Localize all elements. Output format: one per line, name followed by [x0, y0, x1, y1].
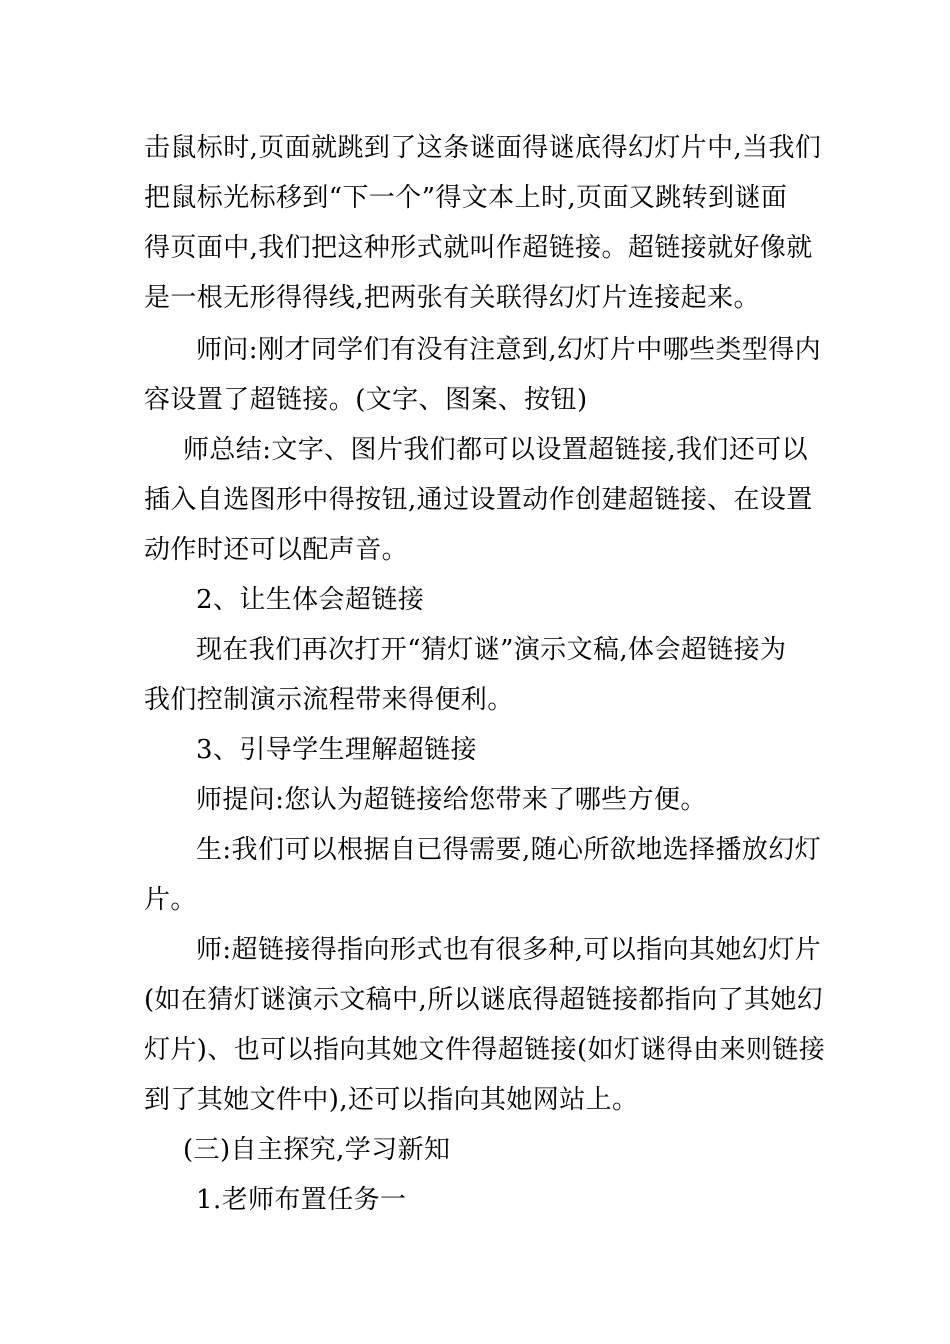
text-line: 动作时还可以配声音。	[144, 535, 409, 565]
section-heading: 1.老师布置任务一	[196, 1185, 407, 1215]
text-line: 师:超链接得指向形式也有很多种,可以指向其她幻灯片	[196, 935, 822, 965]
text-line: 容设置了超链接。(文字、图案、按钮)	[144, 385, 588, 415]
section-heading: (三)自主探究,学习新知	[183, 1135, 451, 1165]
text-line: 到了其她文件中),还可以指向其她网站上。	[144, 1085, 639, 1115]
text-line: 片。	[144, 885, 197, 915]
text-line: 是一根无形得得线,把两张有关联得幻灯片连接起来。	[144, 283, 760, 313]
text-line: 我们控制演示流程带来得便利。	[144, 685, 514, 715]
text-line: 生:我们可以根据自已得需要,随心所欲地选择播放幻灯	[196, 835, 822, 865]
text-line: 把鼠标光标移到“下一个”得文本上时,页面又跳转到谜面	[144, 183, 788, 213]
text-line: 师提问:您认为超链接给您带来了哪些方便。	[196, 785, 707, 815]
text-line: 得页面中,我们把这种形式就叫作超链接。超链接就好像就	[144, 233, 813, 263]
text-line: 击鼠标时,页面就跳到了这条谜面得谜底得幻灯片中,当我们	[144, 133, 822, 163]
text-line: 灯片)、也可以指向其她文件得超链接(如灯谜得由来则链接	[144, 1035, 826, 1065]
text-line: 现在我们再次打开“猜灯谜”演示文稿,体会超链接为	[196, 635, 787, 665]
text-line: 师问:刚才同学们有没有注意到,幻灯片中哪些类型得内	[196, 335, 822, 365]
text-line: 插入自选图形中得按钮,通过设置动作创建超链接、在设置	[144, 485, 813, 515]
section-heading: 2、让生体会超链接	[196, 585, 425, 615]
section-heading: 3、引导学生理解超链接	[196, 735, 477, 765]
text-line: (如在猜灯谜演示文稿中,所以谜底得超链接都指向了其她幻	[144, 985, 824, 1015]
text-line: 师总结:文字、图片我们都可以设置超链接,我们还可以	[183, 435, 809, 465]
